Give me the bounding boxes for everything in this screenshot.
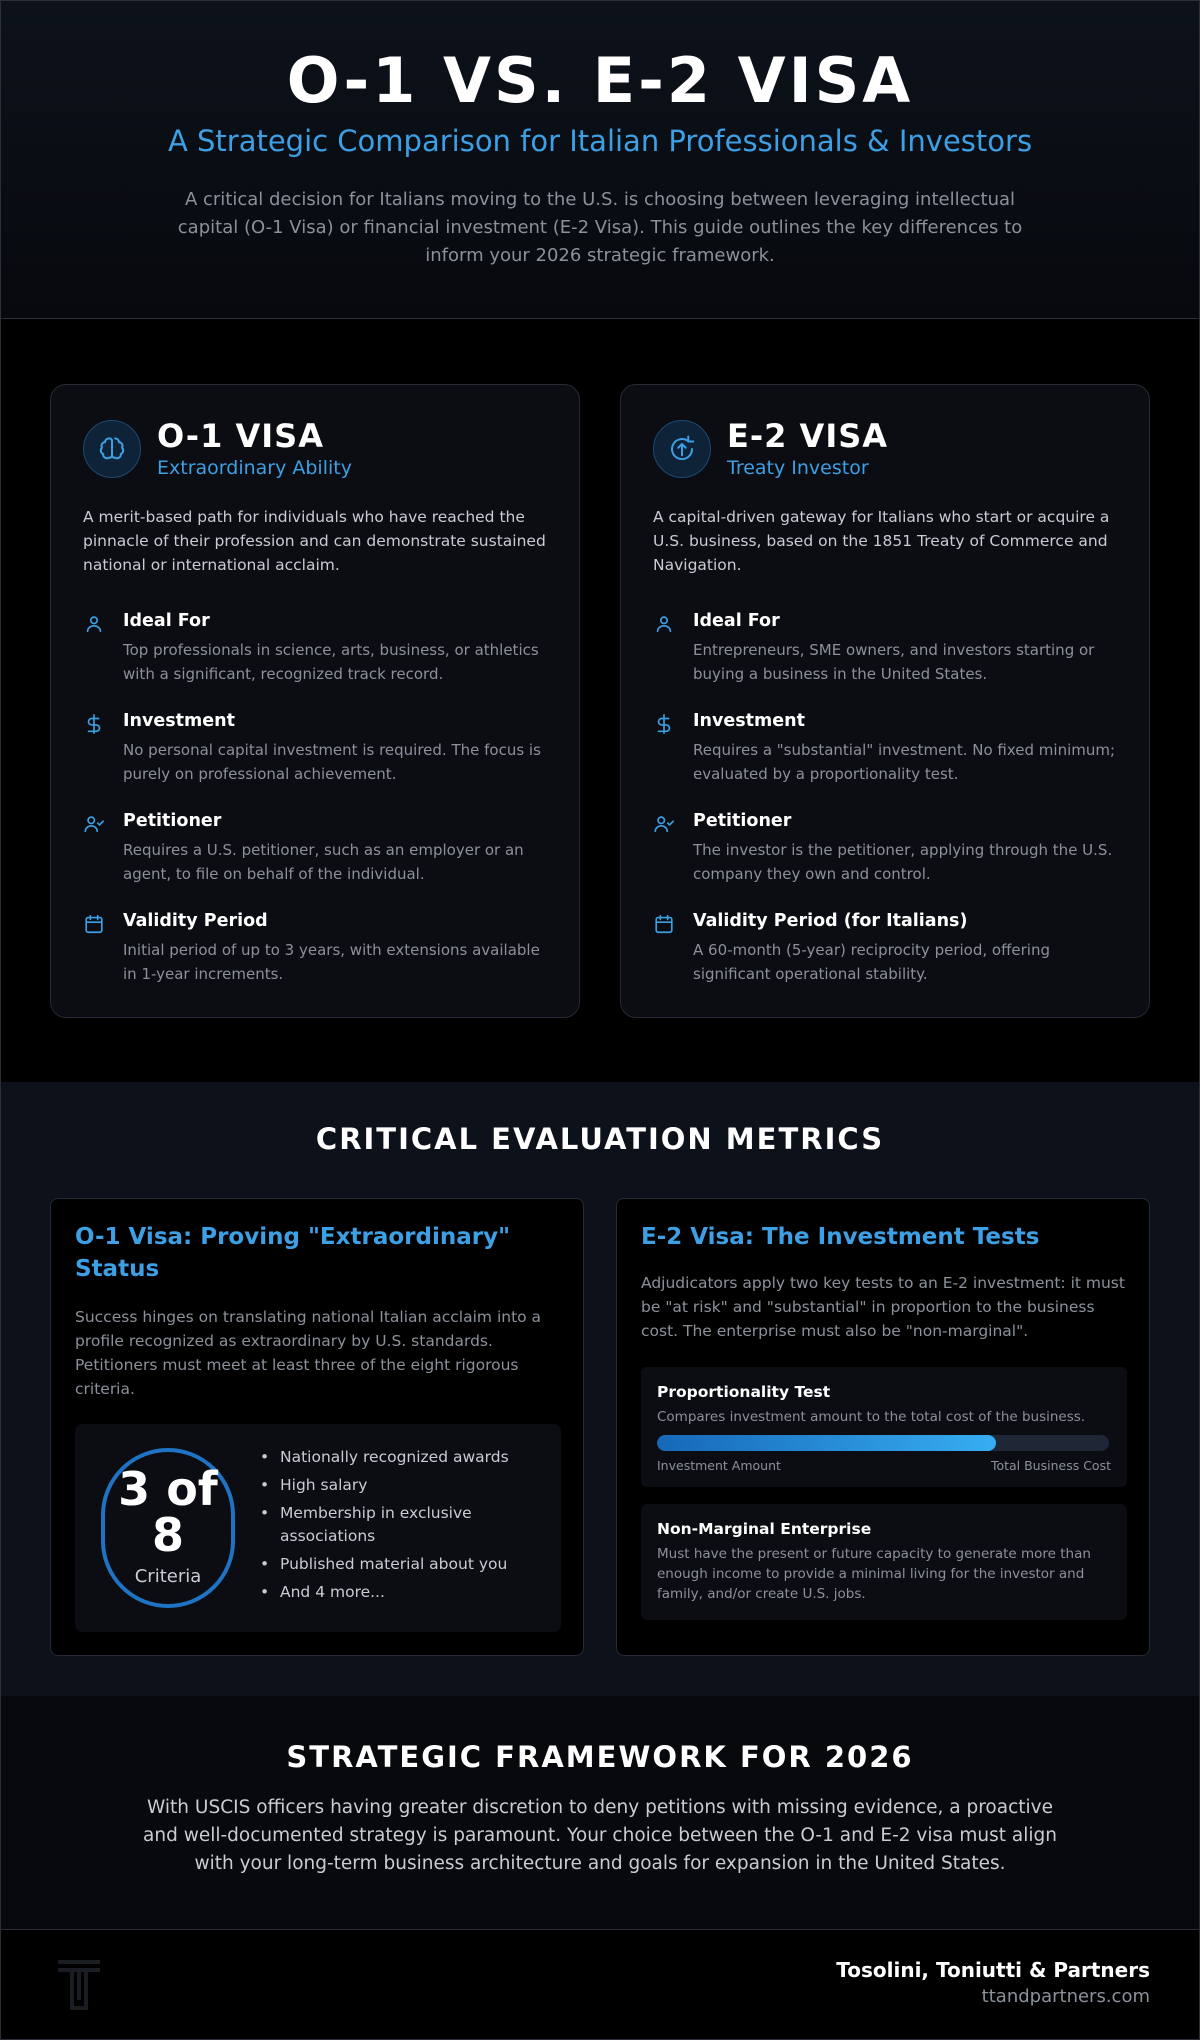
feature-heading: Petitioner xyxy=(693,811,792,831)
page-footer xyxy=(0,1930,1200,2040)
o1-card-tagline: Extraordinary Ability xyxy=(157,457,352,479)
feature-heading: Ideal For xyxy=(693,611,780,631)
list-item: • And 4 more... xyxy=(260,1581,550,1604)
user-icon xyxy=(653,613,675,635)
feature-heading: Validity Period xyxy=(123,911,268,931)
list-item: • Nationally recognized awards xyxy=(260,1446,550,1469)
proportionality-text: Compares investment amount to the total cost of the business. xyxy=(657,1409,1086,1425)
intro-text: A critical decision for Italians moving to the U.S. is choosing between leveraging intellectual capital (O-1 Visa) or financial investment (E-2 Visa). This guide outlines the key differences to inform your 2026 strategic framework. xyxy=(177,189,1023,266)
strategic-framework-section xyxy=(0,1696,1200,1930)
bar-label-investment: Investment Amount xyxy=(657,1458,781,1473)
brain-icon xyxy=(83,420,141,478)
list-item: • High salary xyxy=(260,1474,550,1497)
feature-text: A 60-month (5-year) reciprocity period, offering significant operational stability. xyxy=(693,941,1050,983)
feature-heading: Investment xyxy=(123,711,235,731)
tt-monogram-logo xyxy=(54,1956,104,2012)
feature-heading: Petitioner xyxy=(123,811,222,831)
user-icon xyxy=(83,613,105,635)
feature-text: Entrepreneurs, SME owners, and investors starting or buying a business in the United States. xyxy=(693,641,1095,683)
o1-card-title: O-1 VISA xyxy=(157,417,324,455)
non-marginal-text: Must have the present or future capacity to generate more than enough income to provide a minimal living for the investor and family, and/or create U.S. jobs. xyxy=(657,1546,1091,1602)
feature-text: Requires a U.S. petitioner, such as an employer or an agent, to file on behalf of the individual. xyxy=(123,841,524,883)
firm-url[interactable]: ttandpartners.com xyxy=(981,1986,1150,2007)
bar-label-total-cost: Total Business Cost xyxy=(990,1458,1111,1473)
e2-visa-card xyxy=(620,384,1150,1018)
proportionality-bar xyxy=(657,1435,1109,1451)
page-title: O-1 VS. E-2 VISA xyxy=(286,44,914,117)
e2-card-title: E-2 VISA xyxy=(727,417,889,455)
e2-card-tagline: Treaty Investor xyxy=(727,457,869,479)
e2-card-description: A capital-driven gateway for Italians who start or acquire a U.S. business, based on the 1851 Treaty of Commerce and Navigation. xyxy=(653,508,1110,574)
feature-heading: Validity Period (for Italians) xyxy=(693,911,968,931)
proportionality-bar-fill xyxy=(657,1435,996,1451)
list-item: • Published material about you xyxy=(260,1553,550,1576)
page-header xyxy=(0,0,1200,319)
criteria-count-ring xyxy=(101,1448,235,1608)
criteria-count: 3 of 8 xyxy=(118,1462,218,1562)
list-item: • Membership in exclusive associations xyxy=(260,1502,550,1548)
o1-card-description: A merit-based path for individuals who have reached the pinnacle of their profession and can demonstrate sustained national or international acclaim. xyxy=(83,508,546,574)
calendar-icon xyxy=(653,913,675,935)
firm-name: Tosolini, Toniutti & Partners xyxy=(836,1958,1150,1982)
metrics-title: CRITICAL EVALUATION METRICS xyxy=(315,1122,885,1156)
evaluation-metrics-section xyxy=(0,1082,1200,1696)
page-subtitle: A Strategic Comparison for Italian Professionals & Investors xyxy=(167,124,1033,158)
user-check-icon xyxy=(653,813,675,835)
o1-visa-card xyxy=(50,384,580,1018)
e2-metric-title: E-2 Visa: The Investment Tests xyxy=(641,1224,1040,1250)
strategic-text: With USCIS officers having greater discretion to deny petitions with missing evidence, a proactive and well-documented strategy is paramount. Your choice between the O-1 and E-2 visa must align with your long-term business architecture and goals for expansion in the United States. xyxy=(143,1797,1057,1874)
feature-text: Top professionals in science, arts, business, or athletics with a significant, recognized track record. xyxy=(123,641,539,683)
dollar-icon xyxy=(83,713,105,735)
growth-cycle-icon xyxy=(653,420,711,478)
feature-text: Initial period of up to 3 years, with extensions available in 1-year increments. xyxy=(123,941,540,983)
criteria-label: Criteria xyxy=(134,1566,202,1587)
criteria-box xyxy=(75,1424,561,1632)
feature-text: No personal capital investment is required. The focus is purely on professional achievement. xyxy=(123,741,541,783)
user-check-icon xyxy=(83,813,105,835)
non-marginal-box xyxy=(641,1504,1127,1620)
e2-metric-card xyxy=(616,1198,1150,1656)
calendar-icon xyxy=(83,913,105,935)
feature-heading: Investment xyxy=(693,711,805,731)
strategic-title: STRATEGIC FRAMEWORK FOR 2026 xyxy=(286,1740,914,1774)
dollar-icon xyxy=(653,713,675,735)
o1-metric-title: O-1 Visa: Proving "Extraordinary" Status xyxy=(75,1224,511,1282)
feature-heading: Ideal For xyxy=(123,611,210,631)
e2-metric-description: Adjudicators apply two key tests to an E-2 investment: it must be "at risk" and "substantial" in proportion to the business cost. The enterprise must also be "non-marginal". xyxy=(641,1274,1125,1340)
o1-metric-description: Success hinges on translating national Italian acclaim into a profile recognized as extraordinary by U.S. standards. Petitioners must meet at least three of the eight rigorous criteria. xyxy=(75,1308,542,1398)
proportionality-test-box xyxy=(641,1367,1127,1487)
feature-text: Requires a "substantial" investment. No fixed minimum; evaluated by a proportionality test. xyxy=(693,741,1116,783)
criteria-list xyxy=(260,1446,550,1609)
non-marginal-heading: Non-Marginal Enterprise xyxy=(657,1520,872,1538)
feature-text: The investor is the petitioner, applying through the U.S. company they own and control. xyxy=(693,841,1113,883)
proportionality-heading: Proportionality Test xyxy=(657,1383,831,1401)
o1-metric-card xyxy=(50,1198,584,1656)
